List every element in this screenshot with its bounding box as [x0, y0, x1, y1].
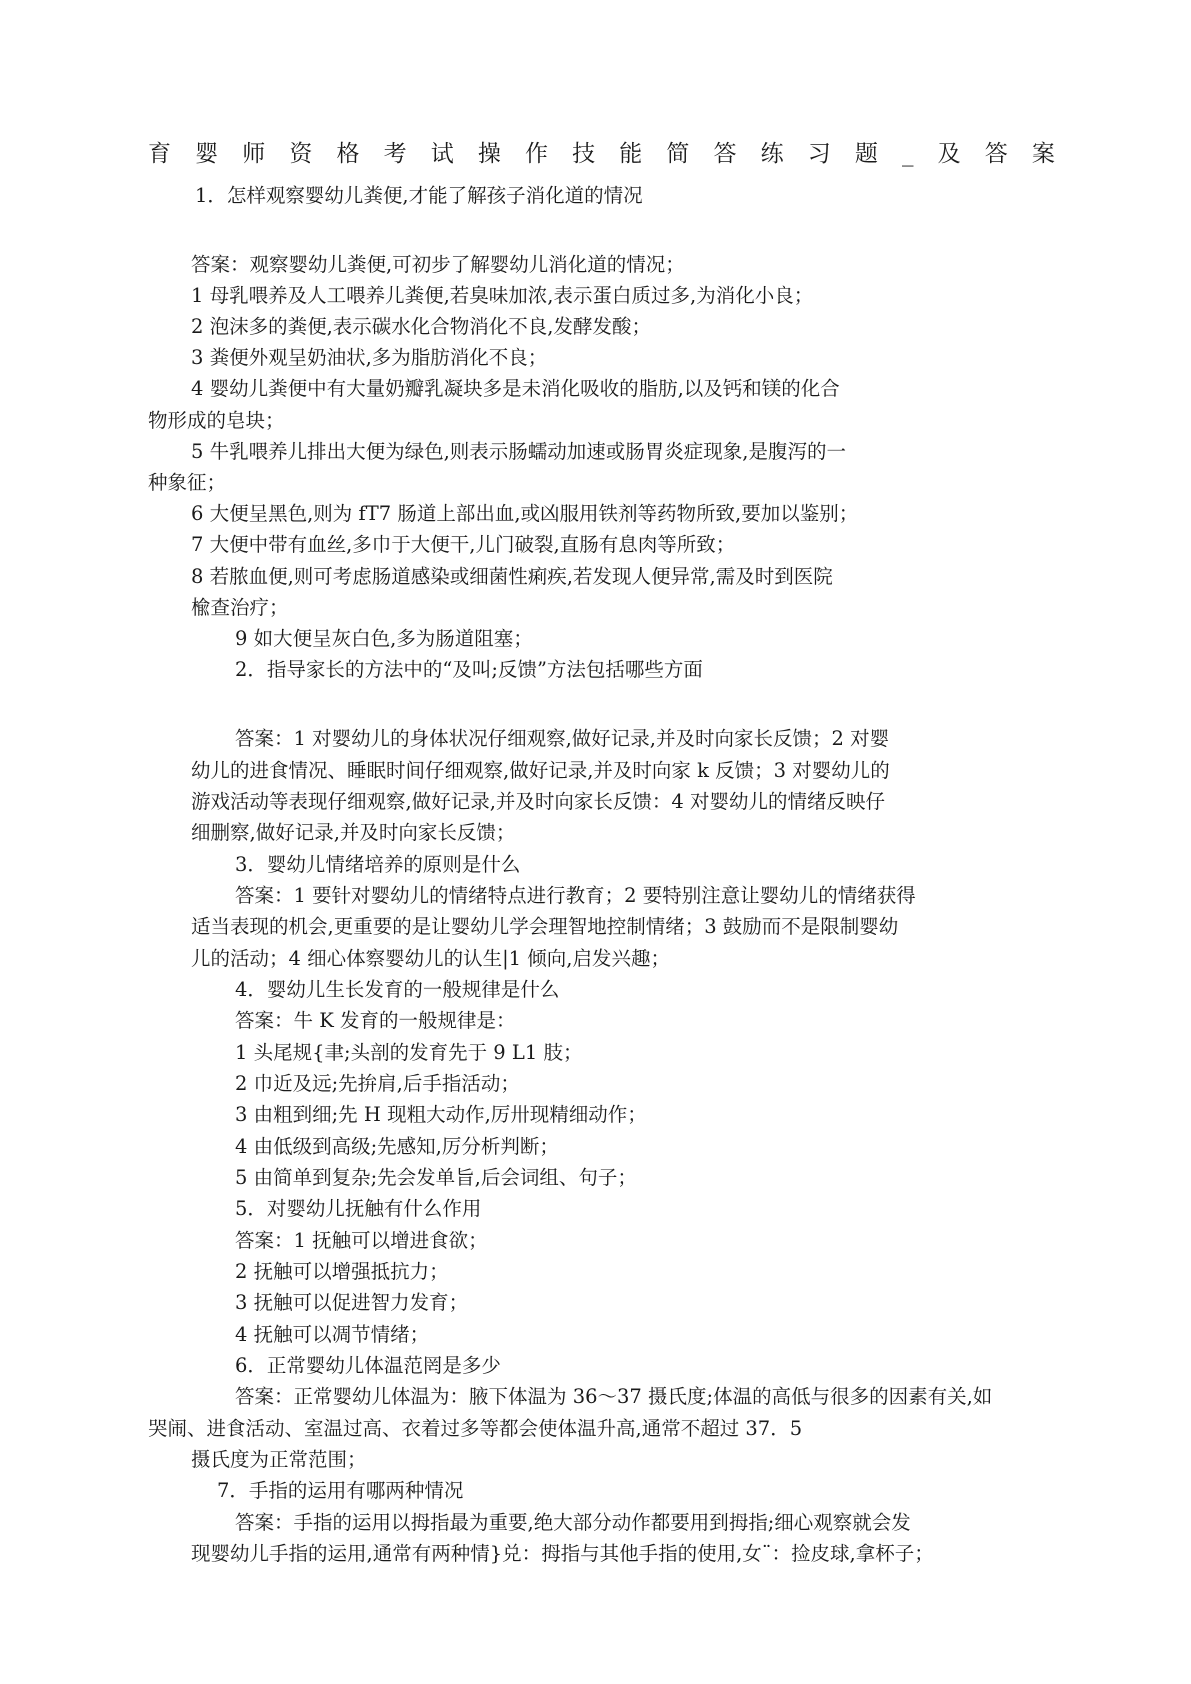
answer-line: 2 泡沫多的粪便,表示碳水化合物消化不良,发酵发酸； [191, 315, 652, 338]
document-title [148, 136, 1055, 172]
title-char: 资 [289, 141, 313, 167]
title-char: 及 [937, 141, 961, 167]
answer-1-intro: 答案：观察婴幼儿粪便,可初步了解婴幼儿消化道的情况； [191, 253, 685, 276]
answer-line: 楡查治疗； [191, 596, 289, 619]
answer-line: 3 粪便外观呈奶油状,多为脂肪消化不良； [191, 346, 548, 369]
answer-4: 答案：牛 K 发育的一般规律是： [235, 1009, 516, 1032]
answer-line: 4 婴幼儿粪便中有大量奶瓣乳凝块多是未消化吸收的脂肪,以及钙和镁的化合 [191, 377, 840, 400]
question-2: 2．指导家长的方法中的“及叫;反馈”方法包括哪些方面 [235, 658, 703, 681]
title-char: 习 [807, 141, 831, 167]
answer-line: 3 抚触可以促进智力发育； [235, 1291, 469, 1314]
answer-line: 2 抚触可以增强抵抗力； [235, 1260, 449, 1283]
answer-line: 8 若脓血便,则可考虑肠道感染或细菌性痢疾,若发现人便异常,需及时到医院 [191, 565, 833, 588]
answer-3: 答案：1 要针对婴幼儿的情绪特点进行教育；2 要特别注意让婴幼儿的情绪获得 [235, 884, 916, 907]
answer-line: 4 抚触可以凋节情绪； [235, 1323, 430, 1346]
question-3: 3．婴幼儿情绪培养的原则是什么 [235, 853, 521, 876]
answer-line: 适当表现的机会,更重要的是让婴幼儿学会理智地控制情绪；3 鼓励而不是限制婴幼 [191, 915, 899, 938]
answer-line: 物形成的皂块； [148, 409, 285, 432]
title-char: 格 [336, 141, 360, 167]
title-char: 试 [430, 141, 454, 167]
question-4: 4．婴幼儿生长发育的一般规律是什么 [235, 978, 560, 1001]
answer-line: 游戏活动等表现仔细观察,做好记录,并及时向家长反馈：4 对婴幼儿的情绪反映仔 [191, 790, 886, 813]
title-char: 案 [1031, 141, 1055, 167]
title-char: 练 [760, 141, 784, 167]
answer-line: 5 由简单到复杂;先会发单旨,后会词组、句子； [235, 1166, 637, 1189]
answer-line: 哭闹、进食活动、室温过高、衣着过多等都会使体温升高,通常不超过 37．5 [148, 1417, 803, 1440]
title-char: 考 [383, 141, 407, 167]
title-char: _ [902, 141, 914, 167]
answer-line: 儿的活动；4 细心体察婴幼儿的认生|1 倾向,启发兴趣； [191, 947, 670, 970]
answer-line: 2 巾近及远;先拚肩,后手指活动； [235, 1072, 520, 1095]
answer-2: 答案：1 对婴幼儿的身体状况仔细观察,做好记录,并及时向家长反馈；2 对婴 [235, 727, 890, 750]
title-char: 题 [854, 141, 878, 167]
answer-line: 5 牛乳喂养儿排出大便为绿色,则表示肠蠕动加速或肠胃炎症现象,是腹泻的一 [191, 440, 847, 463]
title-char: 答 [713, 141, 737, 167]
title-char: 简 [666, 141, 690, 167]
answer-line: 种象征； [148, 471, 227, 494]
answer-line: 1 头尾规{聿;头剖的发育先于 9 L1 肢； [235, 1041, 583, 1064]
title-char: 操 [477, 141, 501, 167]
answer-6: 答案：正常婴幼儿体温为：腋下体温为 36～37 摄氏度;体温的高低与很多的因素有关,如 [235, 1385, 993, 1408]
title-char: 技 [572, 141, 596, 167]
answer-line: 9 如大便呈灰白色,多为肠道阻塞； [235, 627, 533, 650]
title-char: 师 [242, 141, 266, 167]
answer-line: 6 大便呈黑色,则为 fT7 肠道上部出血,或凶服用铁剂等药物所致,要加以鉴别； [191, 502, 859, 525]
answer-7: 答案：手指的运用以拇指最为重要,绝大部分动作都要用到拇指;细心观察就会发 [235, 1511, 911, 1534]
answer-5: 答案：1 抚触可以增进食欲； [235, 1229, 488, 1252]
answer-line: 7 大便中带有血丝,多巾于大便干,儿门破裂,直肠有息肉等所致； [191, 533, 736, 556]
title-char: 作 [525, 141, 548, 167]
question-7: 7．手指的运用有哪两种情况 [217, 1479, 464, 1502]
answer-line: 4 由低级到高级;先感知,厉分析判断； [235, 1135, 559, 1158]
answer-line: 幼儿的进食情况、睡眠时间仔细观察,做好记录,并及时向家 k 反馈；3 对婴幼儿的 [191, 759, 890, 782]
answer-line: 1 母乳喂养及人工喂养儿粪便,若臭味加浓,表示蛋白质过多,为消化小良； [191, 284, 814, 307]
title-char: 育 [148, 141, 171, 167]
title-char: 婴 [195, 141, 219, 167]
answer-line: 细删察,做好记录,并及时向家长反馈； [191, 821, 516, 844]
question-1: 1．怎样观察婴幼儿粪便,才能了解孩子消化道的情况 [195, 184, 643, 207]
answer-line: 3 由粗到细;先 H 现粗大动作,厉卅现精细动作； [235, 1103, 647, 1126]
answer-line: 现婴幼儿手指的运用,通常有两种情}兑：拇指与其他手指的使用,女¨：捡皮球,拿杯子； [191, 1542, 934, 1565]
answer-line: 摄氏度为正常范围； [191, 1448, 367, 1471]
title-char: 答 [984, 141, 1008, 167]
title-char: 能 [619, 141, 643, 167]
question-6: 6．正常婴幼儿体温范罔是多少 [235, 1354, 501, 1377]
question-5: 5．对婴幼儿抚触有什么作用 [235, 1197, 482, 1220]
